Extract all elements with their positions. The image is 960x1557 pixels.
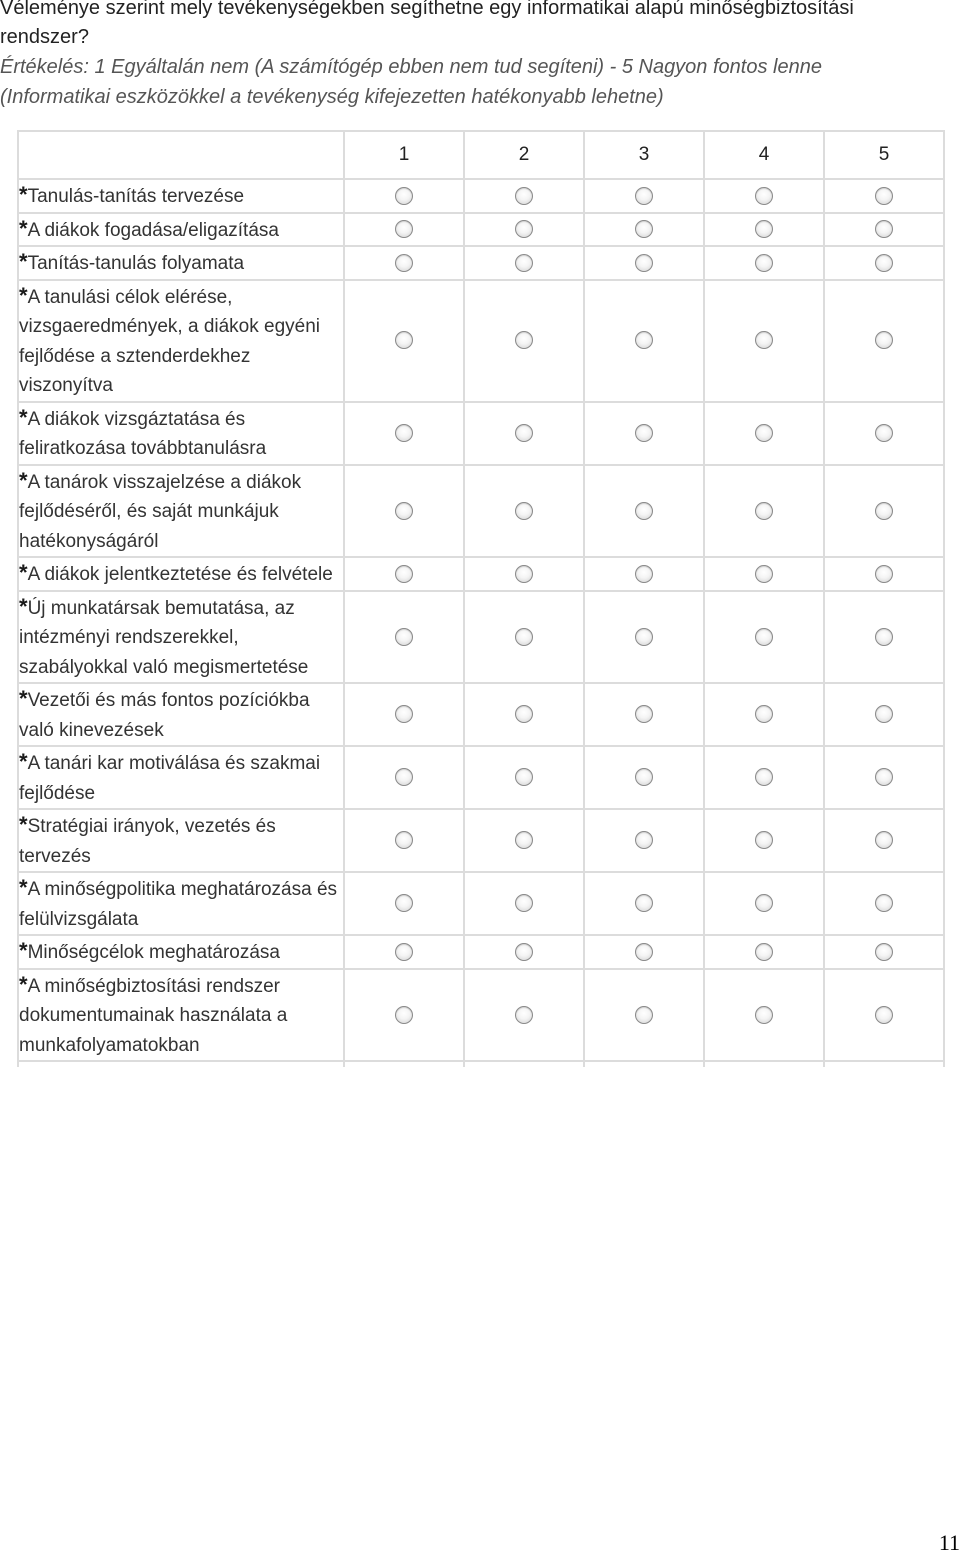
radio-option-1[interactable]	[395, 424, 413, 442]
option-cell	[344, 746, 464, 809]
option-cell	[824, 809, 944, 872]
radio-option-3[interactable]	[635, 424, 653, 442]
option-cell	[584, 935, 704, 969]
option-cell	[344, 213, 464, 247]
matrix-row	[18, 591, 944, 684]
matrix-row	[18, 280, 944, 402]
radio-option-4[interactable]	[755, 424, 773, 442]
continuation-cell	[344, 1061, 464, 1067]
radio-option-3[interactable]	[635, 331, 653, 349]
row-label-text: Minőségcélok meghatározása	[27, 942, 280, 963]
scale-header-empty	[18, 131, 344, 179]
option-cell	[584, 683, 704, 746]
continuation-cell	[464, 1061, 584, 1067]
option-cell	[704, 935, 824, 969]
radio-option-1[interactable]	[395, 831, 413, 849]
continuation-cell	[824, 1061, 944, 1067]
option-cell	[824, 213, 944, 247]
radio-option-2[interactable]	[515, 1006, 533, 1024]
option-cell	[704, 557, 824, 591]
radio-option-4[interactable]	[755, 943, 773, 961]
option-cell	[344, 280, 464, 402]
radio-option-2[interactable]	[515, 894, 533, 912]
page-number: 11	[938, 1530, 960, 1555]
option-cell	[584, 246, 704, 280]
radio-option-4[interactable]	[755, 894, 773, 912]
row-label-text: A tanulási célok elérése, vizsgaeredmények, a diákok egyéni fejlődése a sztenderdekhez viszonyítva	[19, 286, 321, 396]
radio-option-4[interactable]	[755, 628, 773, 646]
matrix-row	[18, 557, 944, 591]
radio-option-1[interactable]	[395, 187, 413, 205]
option-cell	[584, 280, 704, 402]
required-marker: *	[19, 404, 28, 430]
radio-option-3[interactable]	[635, 628, 653, 646]
radio-option-1[interactable]	[395, 565, 413, 583]
matrix-row	[18, 465, 944, 558]
scale-header-1: 1	[344, 131, 464, 179]
option-cell	[824, 402, 944, 465]
option-cell	[704, 746, 824, 809]
radio-option-5[interactable]	[875, 943, 893, 961]
radio-option-5[interactable]	[875, 894, 893, 912]
option-cell	[584, 809, 704, 872]
row-label	[18, 465, 344, 558]
option-cell	[464, 809, 584, 872]
row-label	[18, 683, 344, 746]
radio-option-2[interactable]	[515, 628, 533, 646]
row-label	[18, 179, 344, 213]
continuation-row	[18, 1061, 944, 1067]
option-cell	[464, 872, 584, 935]
required-marker: *	[19, 938, 28, 963]
required-marker: *	[19, 749, 28, 774]
row-label	[18, 246, 344, 280]
option-cell	[704, 465, 824, 558]
option-cell	[704, 402, 824, 465]
radio-option-1[interactable]	[395, 768, 413, 786]
option-cell	[704, 591, 824, 684]
radio-option-4[interactable]	[755, 565, 773, 583]
row-label	[18, 969, 344, 1062]
radio-option-1[interactable]	[395, 502, 413, 520]
option-cell	[824, 280, 944, 402]
required-marker: *	[19, 182, 28, 207]
option-cell	[824, 591, 944, 684]
radio-option-4[interactable]	[755, 187, 773, 205]
radio-option-4[interactable]	[755, 1006, 773, 1024]
matrix-row	[18, 246, 944, 280]
required-marker: *	[19, 593, 28, 619]
option-cell	[704, 280, 824, 402]
required-marker: *	[19, 560, 28, 585]
radio-option-3[interactable]	[635, 768, 653, 786]
required-marker: *	[19, 812, 28, 837]
option-cell	[464, 246, 584, 280]
scale-header-3: 3	[584, 131, 704, 179]
option-cell	[824, 969, 944, 1062]
option-cell	[584, 969, 704, 1062]
row-label-text: A diákok fogadása/eligazítása	[27, 219, 279, 241]
option-cell	[584, 872, 704, 935]
matrix-row	[18, 969, 944, 1062]
option-cell	[704, 872, 824, 935]
radio-option-2[interactable]	[515, 254, 533, 272]
option-cell	[344, 591, 464, 684]
required-marker: *	[19, 282, 28, 308]
radio-option-3[interactable]	[635, 894, 653, 912]
radio-option-2[interactable]	[515, 502, 533, 520]
row-label-text: Tanítás-tanulás folyamata	[27, 253, 245, 274]
option-cell	[824, 179, 944, 213]
scale-header-4: 4	[704, 131, 824, 179]
option-cell	[584, 179, 704, 213]
radio-option-5[interactable]	[875, 565, 893, 583]
radio-option-1[interactable]	[395, 628, 413, 646]
radio-option-5[interactable]	[875, 502, 893, 520]
option-cell	[704, 683, 824, 746]
option-cell	[464, 402, 584, 465]
matrix-row	[18, 872, 944, 935]
option-cell	[704, 809, 824, 872]
option-cell	[584, 591, 704, 684]
radio-option-5[interactable]	[875, 331, 893, 349]
row-label	[18, 213, 344, 247]
row-label-text: A tanári kar motiválása és szakmai fejlődése	[19, 753, 321, 804]
radio-option-4[interactable]	[755, 705, 773, 723]
continuation-cell	[18, 1061, 344, 1067]
radio-option-3[interactable]	[635, 831, 653, 849]
radio-option-1[interactable]	[395, 894, 413, 912]
radio-option-3[interactable]	[635, 220, 653, 238]
radio-option-1[interactable]	[395, 1006, 413, 1024]
option-cell	[464, 746, 584, 809]
radio-option-5[interactable]	[875, 1006, 893, 1024]
option-cell	[824, 872, 944, 935]
option-cell	[464, 213, 584, 247]
radio-option-2[interactable]	[515, 768, 533, 786]
rating-instructions: Értékelés: 1 Egyáltalán nem (A számítógép ebben nem tud segíteni) - 5 Nagyon fontos lenne (Informatikai eszközökkel a tevékenység kifejezetten hatékonyabb lehetne)	[0, 56, 822, 108]
radio-option-2[interactable]	[515, 831, 533, 849]
matrix-row	[18, 746, 944, 809]
row-label-text: Stratégiai irányok, vezetés és tervezés	[19, 816, 276, 867]
required-marker: *	[19, 249, 28, 274]
radio-option-5[interactable]	[875, 705, 893, 723]
matrix-row	[18, 179, 944, 213]
row-label	[18, 872, 344, 935]
radio-option-5[interactable]	[875, 768, 893, 786]
option-cell	[344, 935, 464, 969]
row-label-text: A minőségbiztosítási rendszer dokumentumainak használata a munkafolyamatokban	[19, 975, 288, 1056]
option-cell	[464, 935, 584, 969]
matrix-row	[18, 935, 944, 969]
option-cell	[584, 746, 704, 809]
option-cell	[344, 557, 464, 591]
option-cell	[344, 179, 464, 213]
radio-option-5[interactable]	[875, 628, 893, 646]
option-cell	[704, 246, 824, 280]
option-cell	[824, 246, 944, 280]
option-cell	[824, 683, 944, 746]
option-cell	[584, 213, 704, 247]
row-label	[18, 591, 344, 684]
radio-option-2[interactable]	[515, 220, 533, 238]
option-cell	[344, 683, 464, 746]
radio-option-5[interactable]	[875, 187, 893, 205]
radio-option-1[interactable]	[395, 220, 413, 238]
option-cell	[344, 872, 464, 935]
continuation-cell	[584, 1061, 704, 1067]
radio-option-3[interactable]	[635, 705, 653, 723]
radio-option-1[interactable]	[395, 705, 413, 723]
matrix-row	[18, 402, 944, 465]
radio-option-1[interactable]	[395, 331, 413, 349]
option-cell	[344, 402, 464, 465]
option-cell	[464, 683, 584, 746]
option-cell	[584, 557, 704, 591]
option-cell	[464, 557, 584, 591]
row-label	[18, 809, 344, 872]
row-label	[18, 280, 344, 402]
scale-header-2: 2	[464, 131, 584, 179]
radio-option-2[interactable]	[515, 943, 533, 961]
radio-option-3[interactable]	[635, 943, 653, 961]
radio-option-3[interactable]	[635, 565, 653, 583]
rating-matrix	[17, 130, 945, 1067]
required-marker: *	[19, 215, 28, 241]
radio-option-2[interactable]	[515, 187, 533, 205]
option-cell	[464, 591, 584, 684]
option-cell	[464, 280, 584, 402]
option-cell	[464, 465, 584, 558]
required-marker: *	[19, 467, 28, 493]
option-cell	[704, 969, 824, 1062]
required-marker: *	[19, 875, 28, 900]
row-label	[18, 935, 344, 969]
option-cell	[344, 809, 464, 872]
scale-header-5: 5	[824, 131, 944, 179]
radio-option-2[interactable]	[515, 705, 533, 723]
option-cell	[704, 179, 824, 213]
radio-option-4[interactable]	[755, 254, 773, 272]
option-cell	[344, 465, 464, 558]
option-cell	[344, 969, 464, 1062]
row-label	[18, 557, 344, 591]
required-marker: *	[19, 686, 28, 711]
row-label-text: A minőségpolitika meghatározása és felülvizsgálata	[19, 879, 338, 930]
option-cell	[824, 935, 944, 969]
option-cell	[704, 213, 824, 247]
option-cell	[584, 465, 704, 558]
required-marker: *	[19, 971, 28, 997]
option-cell	[464, 969, 584, 1062]
radio-option-4[interactable]	[755, 220, 773, 238]
radio-option-3[interactable]	[635, 1006, 653, 1024]
row-label-text: Tanulás-tanítás tervezése	[27, 186, 245, 207]
question-text: Véleménye szerint mely tevékenységekben segíthetne egy informatikai alapú minőségbiztosítási rendszer?	[0, 0, 854, 48]
radio-option-1[interactable]	[395, 254, 413, 272]
radio-option-3[interactable]	[635, 502, 653, 520]
option-cell	[824, 465, 944, 558]
matrix-row	[18, 809, 944, 872]
radio-option-3[interactable]	[635, 254, 653, 272]
row-label-text: A diákok vizsgáztatása és feliratkozása továbbtanulásra	[19, 408, 267, 459]
radio-option-4[interactable]	[755, 831, 773, 849]
radio-option-4[interactable]	[755, 502, 773, 520]
row-label-text: Vezetői és más fontos pozíciókba való kinevezések	[19, 690, 310, 741]
scale-header-row	[18, 131, 944, 179]
option-cell	[584, 402, 704, 465]
row-label-text: A diákok jelentkeztetése és felvétele	[27, 564, 333, 585]
radio-option-5[interactable]	[875, 424, 893, 442]
option-cell	[824, 746, 944, 809]
radio-option-2[interactable]	[515, 424, 533, 442]
radio-option-2[interactable]	[515, 331, 533, 349]
radio-option-4[interactable]	[755, 331, 773, 349]
option-cell	[344, 246, 464, 280]
radio-option-5[interactable]	[875, 831, 893, 849]
option-cell	[464, 179, 584, 213]
radio-option-5[interactable]	[875, 220, 893, 238]
continuation-cell	[704, 1061, 824, 1067]
radio-option-5[interactable]	[875, 254, 893, 272]
radio-option-1[interactable]	[395, 943, 413, 961]
row-label-text: Új munkatársak bemutatása, az intézményi rendszerekkel, szabályokkal való megismertetése	[19, 597, 309, 678]
option-cell	[824, 557, 944, 591]
row-label	[18, 402, 344, 465]
radio-option-2[interactable]	[515, 565, 533, 583]
matrix-row	[18, 683, 944, 746]
row-label-text: A tanárok visszajelzése a diákok fejlődéséről, és saját munkájuk hatékonyságáról	[19, 471, 302, 552]
matrix-row	[18, 213, 944, 247]
radio-option-4[interactable]	[755, 768, 773, 786]
radio-option-3[interactable]	[635, 187, 653, 205]
row-label	[18, 746, 344, 809]
